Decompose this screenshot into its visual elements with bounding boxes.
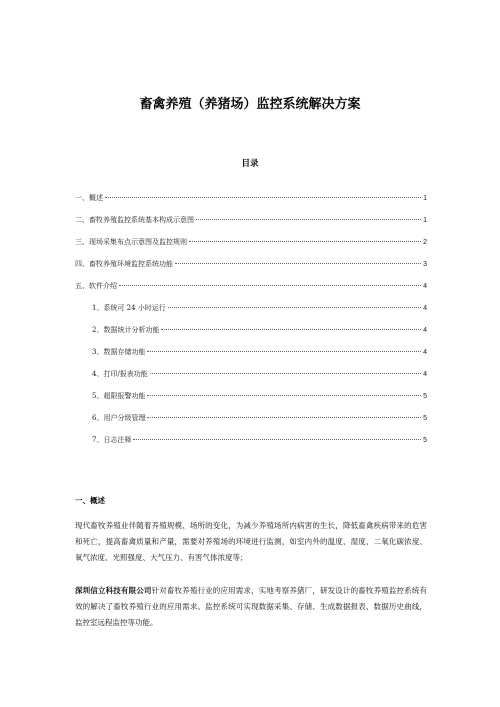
toc-entry-label: 三、现场采集布点示意图及监控规则 xyxy=(75,238,187,246)
toc-entry[interactable] xyxy=(75,237,427,247)
toc-entry-label: 7、日志注释 xyxy=(92,436,132,444)
toc-entry-label: 一、概述 xyxy=(75,194,103,202)
toc-leader xyxy=(147,417,421,418)
toc-entry[interactable] xyxy=(75,259,427,269)
toc-entry-page: 4 xyxy=(423,327,427,334)
toc-leader xyxy=(189,241,421,242)
toc-entry[interactable] xyxy=(92,347,427,357)
toc-entry-page: 3 xyxy=(423,261,427,268)
toc-entry-label: 3、数据存储功能 xyxy=(92,348,146,356)
toc-entry[interactable] xyxy=(92,435,427,445)
document-title: 畜禽养殖（养猪场）监控系统解决方案 xyxy=(139,97,361,112)
toc-entry-page: 4 xyxy=(423,349,427,356)
toc-entry-label: 4、打印/报表功能 xyxy=(92,370,148,378)
toc-entry-label: 五、软件介绍 xyxy=(75,282,117,290)
toc-entry-page: 4 xyxy=(423,305,427,312)
toc-entry-page: 2 xyxy=(423,239,427,246)
toc-entry-page: 1 xyxy=(423,217,427,224)
toc-entry-label: 四、畜牧养殖环境监控系统功能 xyxy=(75,260,173,268)
toc-leader xyxy=(147,395,421,396)
toc-entry-page: 5 xyxy=(423,437,427,444)
toc-entry-label: 6、用户分级管理 xyxy=(92,414,146,422)
toc-leader xyxy=(196,219,421,220)
toc-leader xyxy=(119,285,421,286)
toc-entry[interactable] xyxy=(75,281,427,291)
company-name: 深圳信立科技有限公司 xyxy=(75,586,152,595)
toc-entry-label: 2、数据统计分析功能 xyxy=(92,326,160,334)
toc-entry-label: 1、系统可 24 小时运行 xyxy=(92,304,166,312)
toc-entry[interactable] xyxy=(92,325,427,335)
toc-entry-label: 二、畜牧养殖监控系统基本构成示意图 xyxy=(75,216,194,224)
toc-heading: 目录 xyxy=(241,159,259,169)
toc-entry-page: 5 xyxy=(423,415,427,422)
paragraph-text: 针对畜牧养殖行业的应用需求，实地考察养猪厂，研发设计的畜牧养殖监控系统有效的解决了畜牧养殖行业的应用需求。监控系统可实现数据采集、存储、生成数据报表、数据历史曲线，监控室远程监控等功能。 xyxy=(75,586,428,627)
body-paragraph: 现代畜牧养殖业伴随着养殖规模、场所的变化，为减少养殖场所内病害的生长，降低畜禽疾病带来的危害和死亡，提高畜禽质量和产量，需要对养殖场的环境进行监测，如室内外的温度、湿度、二氧化碳浓度、氧气浓度、光照强度、大气压力、有害气体浓度等； xyxy=(75,521,427,562)
toc-entry-page: 1 xyxy=(423,195,427,202)
toc-entry-page: 4 xyxy=(423,371,427,378)
toc-leader xyxy=(150,373,421,374)
toc-entry[interactable] xyxy=(92,369,427,379)
toc-entry[interactable] xyxy=(75,193,427,203)
toc-leader xyxy=(161,329,421,330)
body-paragraph xyxy=(75,583,427,631)
toc-leader xyxy=(133,439,421,440)
toc-entry[interactable] xyxy=(92,413,427,423)
toc-entry-label: 5、超限报警功能 xyxy=(92,392,146,400)
section-heading: 一、概述 xyxy=(75,496,105,505)
toc-leader xyxy=(175,263,421,264)
toc-entry-page: 5 xyxy=(423,393,427,400)
toc-entry[interactable] xyxy=(92,303,427,313)
toc-leader xyxy=(168,307,421,308)
toc-entry[interactable] xyxy=(75,215,427,225)
toc-entry-page: 4 xyxy=(423,283,427,290)
toc-leader xyxy=(147,351,421,352)
toc-leader xyxy=(105,197,421,198)
toc-entry[interactable] xyxy=(92,391,427,401)
